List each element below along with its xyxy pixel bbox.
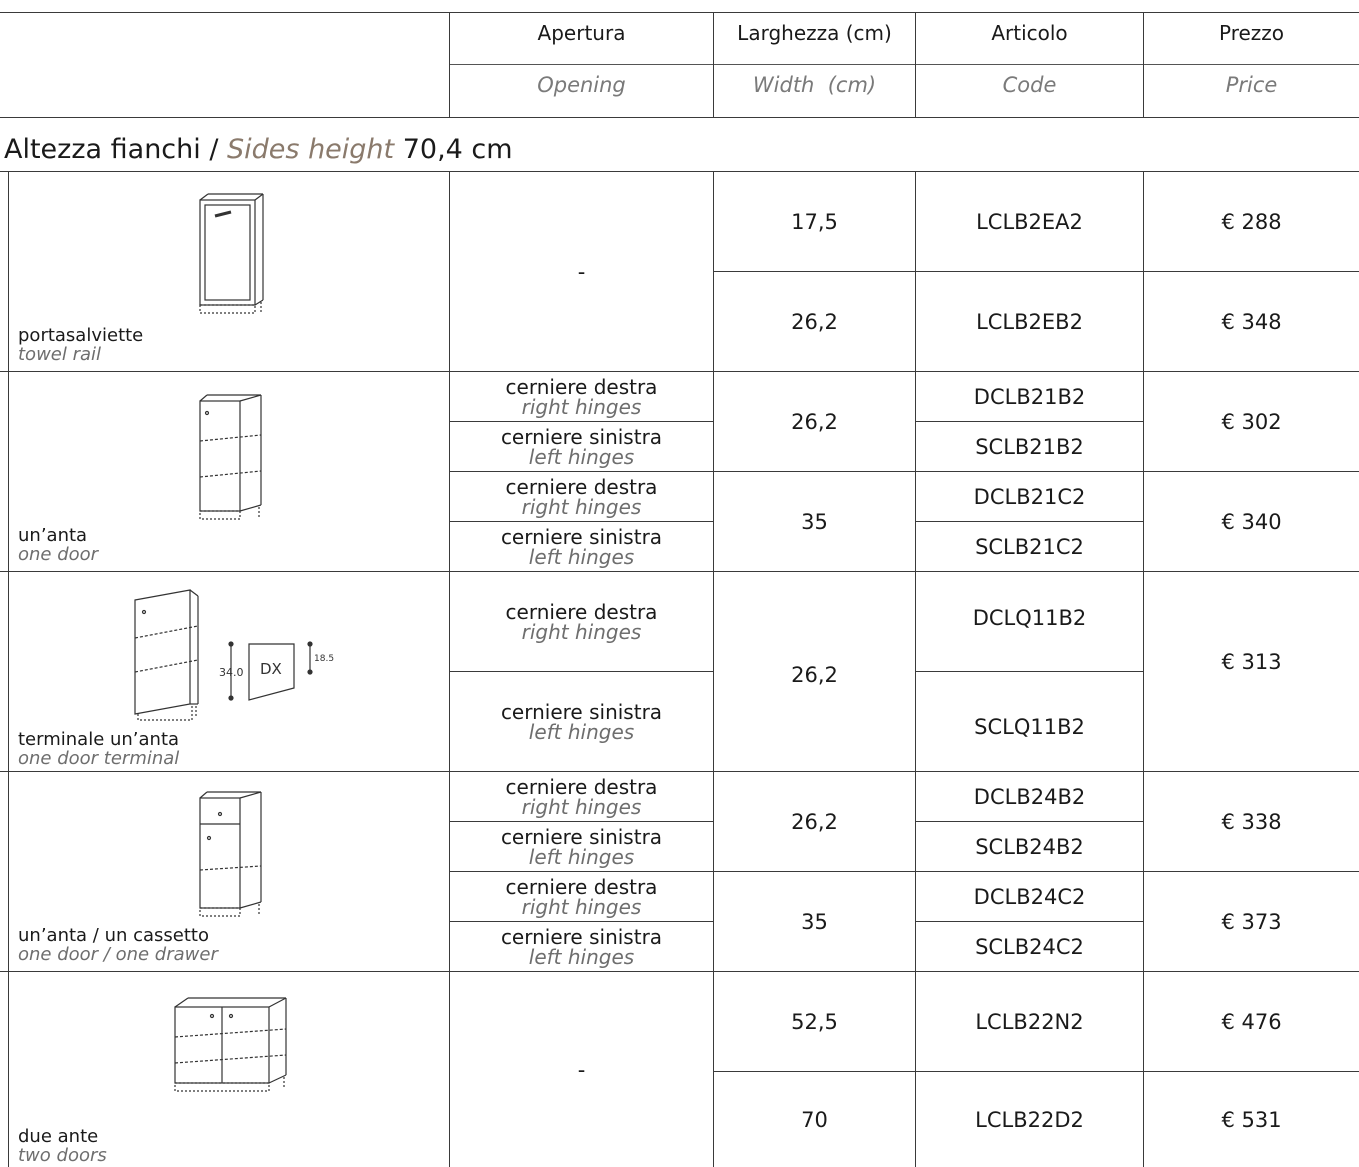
- width-value: 26,2: [791, 309, 838, 334]
- width-value: 35: [801, 509, 828, 534]
- dimension-depth-label: 18.5: [314, 654, 334, 664]
- one-door-cabinet-icon: [195, 393, 270, 528]
- code-value: LCLB22D2: [975, 1107, 1084, 1132]
- price-value: € 531: [1221, 1107, 1282, 1132]
- opening-label-en: left hinges: [528, 720, 635, 744]
- product-name-en: one door / one drawer: [18, 944, 218, 965]
- opening-left-hinges: [450, 698, 713, 746]
- divider: [0, 117, 1359, 118]
- opening-right-hinges: [450, 874, 713, 920]
- opening-label-en: right hinges: [521, 620, 642, 644]
- product-name-it: un’anta: [18, 525, 88, 546]
- opening-label-it: cerniere sinistra: [500, 825, 663, 849]
- width-value: 17,5: [791, 209, 838, 234]
- code-value: DCLB24B2: [973, 784, 1086, 809]
- width-value: 70: [801, 1107, 828, 1132]
- header-width-en: Width (cm): [752, 73, 877, 97]
- width-value: 26,2: [791, 662, 838, 687]
- product-name-en: two doors: [18, 1145, 107, 1166]
- product-name-it: due ante: [18, 1126, 99, 1147]
- product-name-en: towel rail: [18, 344, 102, 365]
- opening-label-it: cerniere destra: [505, 475, 658, 499]
- product-name-it: un’anta / un cassetto: [18, 925, 209, 946]
- section-title: [4, 134, 513, 165]
- door-drawer-cabinet-icon: [195, 790, 270, 925]
- code-value: SCLB21B2: [975, 434, 1084, 459]
- two-doors-cabinet-icon: [170, 993, 295, 1093]
- col-divider: [8, 171, 9, 1167]
- opening-right-hinges: [450, 598, 713, 646]
- opening-label-en: right hinges: [521, 895, 642, 919]
- opening-left-hinges: [450, 824, 713, 870]
- opening-label-it: cerniere destra: [505, 875, 658, 899]
- code-value: DCLB21C2: [973, 484, 1086, 509]
- opening-label-en: left hinges: [528, 845, 635, 869]
- price-value: € 340: [1221, 509, 1282, 534]
- header-width: Larghezza (cm): [737, 21, 892, 45]
- code-value: DCLQ11B2: [972, 605, 1087, 630]
- section-title-it: Altezza fianchi /: [4, 134, 228, 165]
- code-value: SCLB21C2: [975, 534, 1084, 559]
- opening-label-it: cerniere destra: [505, 600, 658, 624]
- product-name: [18, 730, 179, 768]
- product-name-en: one door terminal: [18, 748, 180, 769]
- opening-right-hinges: [450, 374, 713, 420]
- dimension-side-label: DX: [260, 660, 282, 678]
- terminal-cabinet-icon: [130, 586, 220, 726]
- header-price-en: Price: [1225, 73, 1278, 97]
- header-price: Prezzo: [1218, 21, 1285, 45]
- towel-rail-icon: [195, 192, 270, 322]
- price-value: € 288: [1221, 209, 1282, 234]
- opening-label-it: cerniere sinistra: [500, 925, 663, 949]
- section-title-en: Sides height: [227, 134, 395, 165]
- code-value: SCLQ11B2: [974, 714, 1085, 739]
- opening-label-en: left hinges: [528, 945, 635, 969]
- dimension-height-label: 34.0: [219, 666, 244, 679]
- opening-value: -: [577, 259, 586, 284]
- opening-label-en: right hinges: [521, 395, 642, 419]
- opening-value: -: [577, 1057, 586, 1082]
- width-value: 35: [801, 909, 828, 934]
- header-opening: Apertura: [537, 21, 626, 45]
- price-value: € 476: [1221, 1009, 1282, 1034]
- product-name: [18, 1127, 107, 1165]
- opening-label-en: left hinges: [528, 445, 635, 469]
- opening-left-hinges: [450, 424, 713, 470]
- price-value: € 373: [1221, 909, 1282, 934]
- code-value: LCLB2EA2: [976, 209, 1083, 234]
- price-value: € 313: [1221, 649, 1282, 674]
- section-title-value: 70,4 cm: [394, 134, 513, 165]
- opening-left-hinges: [450, 524, 713, 570]
- opening-label-en: right hinges: [521, 795, 642, 819]
- opening-label-it: cerniere sinistra: [500, 700, 663, 724]
- product-name: [18, 326, 143, 364]
- row-divider: [449, 671, 713, 672]
- code-value: DCLB24C2: [973, 884, 1086, 909]
- header-opening-en: Opening: [537, 73, 626, 97]
- opening-right-hinges: [450, 474, 713, 520]
- row-divider: [449, 821, 713, 822]
- price-value: € 338: [1221, 809, 1282, 834]
- code-value: LCLB22N2: [975, 1009, 1084, 1034]
- header-code-en: Code: [1002, 73, 1057, 97]
- price-value: € 302: [1221, 409, 1282, 434]
- row-divider: [449, 521, 713, 522]
- product-name-it: terminale un’anta: [18, 729, 180, 750]
- product-name-en: one door: [18, 544, 99, 565]
- code-value: SCLB24B2: [975, 834, 1084, 859]
- opening-left-hinges: [450, 924, 713, 970]
- opening-label-it: cerniere destra: [505, 375, 658, 399]
- code-value: DCLB21B2: [973, 384, 1086, 409]
- width-value: 26,2: [791, 809, 838, 834]
- product-name: [18, 526, 98, 564]
- row-divider: [449, 921, 713, 922]
- code-value: LCLB2EB2: [976, 309, 1083, 334]
- product-name: [18, 926, 218, 964]
- product-name-it: portasalviette: [18, 325, 144, 346]
- width-value: 26,2: [791, 409, 838, 434]
- opening-label-it: cerniere destra: [505, 775, 658, 799]
- opening-right-hinges: [450, 774, 713, 820]
- terminal-dimension-diagram: [214, 636, 334, 706]
- price-value: € 348: [1221, 309, 1282, 334]
- opening-label-it: cerniere sinistra: [500, 425, 663, 449]
- width-value: 52,5: [791, 1009, 838, 1034]
- row-divider: [449, 421, 713, 422]
- opening-label-en: left hinges: [528, 545, 635, 569]
- opening-label-it: cerniere sinistra: [500, 525, 663, 549]
- header-code: Articolo: [991, 21, 1068, 45]
- code-value: SCLB24C2: [975, 934, 1084, 959]
- opening-label-en: right hinges: [521, 495, 642, 519]
